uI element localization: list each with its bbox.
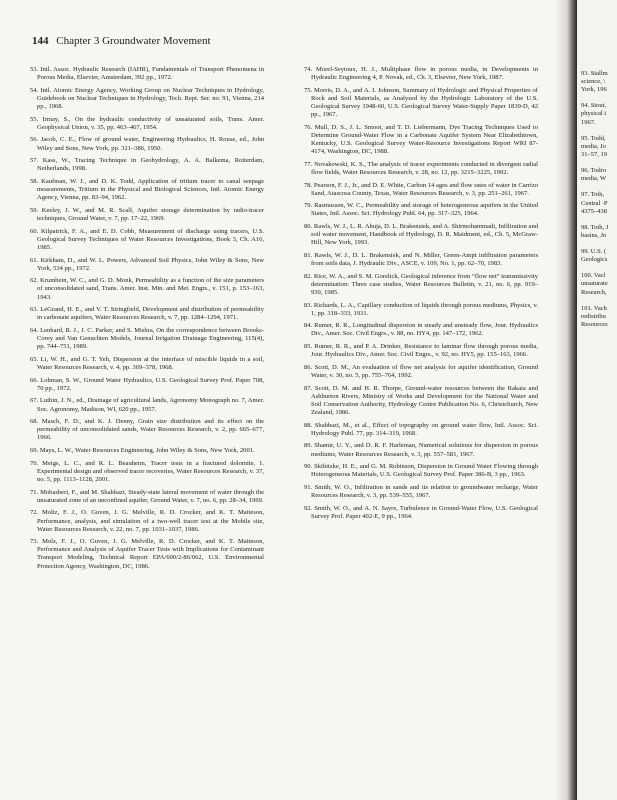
next-page-text xyxy=(581,70,617,329)
edge-line: Research, xyxy=(581,288,607,296)
reference-entry: 65. Li, W. H., and G. T. Yeh, Dispersion at the interface of miscible liquids in a soil, Water Resources Research, v. 4, pp. 369–378, 1968. xyxy=(30,355,264,371)
edge-line: 98. Toth, J xyxy=(581,223,609,231)
reference-entry: 55. Irmay, S., On the hydraulic conductivity of unsaturated soils, Trans. Amer. Geophysical Union, v. 35, pp. 463–467, 1954. xyxy=(30,115,264,131)
reference-entry: 59. Keeley, J. W., and M. R. Scalf, Aquifer storage determination by radio-tracer techniques, Ground Water, v. 7, pp. 17–22, 1969. xyxy=(30,206,264,222)
references-right-column xyxy=(304,66,538,526)
page-number: 144 xyxy=(32,35,49,47)
reference-entry: 86. Scott, D. M., An evaluation of flow net analysis for aquifer identification, Ground Water, v. 30, no. 5, pp. 755–764, 1992. xyxy=(304,363,538,380)
reference-entry: 92. Smith, W. O., and A. N. Sayre, Turbulence in Ground-Water Flow, U.S. Geological Survey Prof. Paper 402-E, 9 pp., 1964. xyxy=(304,504,538,520)
reference-entry: 66. Lohman, S. W., Ground Water Hydraulics, U.S. Geological Survey Prof. Paper 708, 70 pp., 1972. xyxy=(30,376,264,392)
edge-line: 99. U.S. ( xyxy=(581,248,607,256)
page-header xyxy=(32,35,211,47)
reference-entry: 67. Luthin, J. N., ed., Drainage of agricultural lands, Agronomy Monograph no. 7, Amer. Soc. Agronomy, Madison, WI, 620 pp., 1957. xyxy=(30,397,264,413)
reference-entry: 74. Morel-Seytoux, H. J., Multiphase flow in porous media, in Developments in Hydraulic Engineering 4, P. Novak, ed., Ch. 3, Elsevier, New York, 1987. xyxy=(304,66,538,82)
reference-entry: 82. Rice, W. A., and S. M. Gorelick, Geological inference from “flow net” transmissivity determination: Three case studies, Water Resources Bulletin, v. 21, no. 6, pp. 919–930, 1985. xyxy=(304,272,538,296)
edge-line: physical i xyxy=(581,110,607,118)
reference-entry: 89. Shamir, U. Y., and D. R. F. Harleman, Numerical solutions for dispersion in porous mediums, Water Resources Research, v. 3, pp. 557–581, 1967. xyxy=(304,442,538,458)
edge-line: science, \ xyxy=(581,78,606,86)
reference-entry: 84. Rumer, R. R., Longitudinal dispersion in steady and unsteady flow, Jour. Hydraulics Div., Amer. Soc. Civil Engrs., v. 88, no. HY4, pp. 147–172, 1962. xyxy=(304,322,538,338)
edge-line: 101. Vach xyxy=(581,304,607,312)
reference-entry: 76. Mull, D. S., J. L. Smoot, and T. D. Liebermann, Dye Tracing Techniques Used to Determine Ground-Water Flow in a Carbonate Aquifer System Near Elizabethtown, Kentucky, U.S. Geological Survey Water-Resource Investigations Report WRI 87-4174, Washington, DC, 1988. xyxy=(304,123,538,156)
reference-entry: 73. Molz, F. J., O. Guven, J. G. Melville, R. D. Crocker, and K. T. Matteson, Performance and Analysis of Aquifer Tracer Tests with Implications for Contaminant Transport Modeling, Technical Report EPA/600/2-86/062, U.S. Environmental Protection Agency, Washington, DC, 1986. xyxy=(30,538,264,570)
reference-entry: 90. Skibitzke, H. E., and G. M. Robinson, Dispersion in Ground Water Flowing through Heterogeneous Materials, U.S. Geological Survey Prof. Paper 386-B, 3 pp., 1963. xyxy=(304,463,538,479)
reference-entry: 80. Rawls, W. J., L. R. Ahuja, D. L. Brakensiek, and A. Shirmohammadi, Infiltration and soil water movement, Handbook of Hydrology, D. R. Maidment, ed., Ch. 5, McGraw-Hill, New York, 1993. xyxy=(304,223,538,247)
edge-line: 97. Toth, xyxy=(581,191,605,199)
edge-line: Resources xyxy=(581,320,608,328)
reference-entry: 75. Morris, D. A., and A. I. Johnson, Summary of Hydrologic and Physical Properties of Rock and Soil Materials, as Analyzed by the Hydrologic Laboratory of the U.S. Geological Survey 1948-60, U.S. Geological Survey Water-Supply Paper 1839-D, 42 pp., 1967. xyxy=(304,86,538,119)
reference-entry: 79. Rasmussen, W. C., Permeability and storage of heterogeneous aquifers in the United States, Intl. Assoc. Sci. Hydrology Publ. 64, pp. 317–325, 1964. xyxy=(304,202,538,218)
next-page-edge xyxy=(577,0,617,800)
reference-entry: 68. Masch, F. D., and K. J. Denny, Grain size distribution and its effect on the permeability of unconsolidated sands, Water Resources Research, v. 2, pp. 665–677, 1966. xyxy=(30,418,264,442)
reference-entry: 85. Rumer, R. R., and P. A. Drinker, Resistance to laminar flow through porous media, Jour. Hydraulics Div., Amer. Soc. Civil Engrs., v. 92, no. HY5, pp. 155–163, 1966. xyxy=(304,343,538,359)
reference-entry: 53. Intl. Assoc. Hydraulic Research (IAHR), Fundamentals of Transport Phenomena in Porous Media, Elsevier, Amsterdam, 392 pp., 1972. xyxy=(30,66,264,82)
edge-line: media, W xyxy=(581,175,607,183)
reference-entry: 60. Kilpatrick, F. A., and E. D. Cobb, Measurement of discharge using tracers, U.S. Geological Survey Techniques of Water Resources Investigations, Book 3, Ch. A16, 1985. xyxy=(30,227,264,251)
edge-line xyxy=(581,264,617,272)
references-left-column xyxy=(30,66,264,575)
reference-entry: 78. Pearson, F. J., Jr., and D. E. White, Carbon 14 ages and flow rates of water in Carrizo Sand, Atascosa County, Texas, Water Resources Research, v. 3, pp. 251–261, 1967. xyxy=(304,181,538,197)
edge-line: unsaturate xyxy=(581,280,608,288)
reference-entry: 62. Krumbein, W. C., and G. D. Monk, Permeability as a function of the size parameters of unconsolidated sand, Trans. Amer. Inst. Min. and Met. Engrs., v. 151, p. 153–163, 1943. xyxy=(30,277,264,301)
edge-line: 31–57, 19 xyxy=(581,150,607,158)
reference-entry: 61. Kirkham, D., and W. L. Powers, Advanced Soil Physics, John Wiley & Sons, New York, 534 pp., 1972. xyxy=(30,256,264,272)
edge-line: 94. Stout, xyxy=(581,102,607,110)
edge-line: basins, Jo xyxy=(581,231,607,239)
edge-line: Central ·P xyxy=(581,199,608,207)
chapter-title: Chapter 3 Groundwater Movement xyxy=(56,35,211,47)
reference-entry: 88. Shahbazi, M., et al., Effect of topography on ground water flow, Intl. Assoc. Sci. Hydrology Publ. 77, pp. 314–319, 1968. xyxy=(304,421,538,437)
reference-entry: 81. Rawls, W. J., D. L. Brakensiek, and N. Miller, Green-Ampt infiltration parameters from soils data, J. Hydraulic Div., ASCE, v. 109, No. 1, pp. 62–70, 1983. xyxy=(304,251,538,268)
reference-entry: 56. Jacob, C. E., Flow of ground water, Engineering Hydraulics, H. Rouse, ed., John Wiley and Sons, New York, pp. 321–386, 1950. xyxy=(30,136,264,152)
reference-entry: 83. Richards, L. A., Capillary conduction of liquids through porous mediums, Physics, v. 1, pp. 318–333, 1931. xyxy=(304,301,538,317)
edge-line xyxy=(581,127,617,135)
reference-entry: 57. Kass, W., Tracing Technique in Geohydrology, A. A. Balkema, Rotterdam, Netherlands, 1998. xyxy=(30,157,264,173)
edge-line: Geologics xyxy=(581,256,608,264)
reference-entry: 91. Smith, W. O., Infiltration in sands and its relation to groundwater recharge, Water Resources Research, v. 3, pp. 539–555, 1967. xyxy=(304,484,538,500)
edge-line: 4375–438 xyxy=(581,207,607,215)
reference-entry: 87. Scott, D. M. and H. R. Thorpe, Ground-water resources between the Rakaia and Ashburton Rivers, Ministry of Works and Development for the National Water and Soil Conservation Authority, Hydrology Centre Publication No. 6, Christchurch, New Zealand, 1986. xyxy=(304,384,538,416)
edge-line xyxy=(581,94,617,102)
edge-line xyxy=(581,159,617,167)
edge-line: 1967. xyxy=(581,118,596,126)
reference-entry: 69. Mays, L. W., Water Resources Engineering, John Wiley & Sons, New York, 2001. xyxy=(30,447,255,455)
edge-line: redistribu xyxy=(581,312,606,320)
edge-line: media, Jo xyxy=(581,142,606,150)
edge-line: 95. Todd, xyxy=(581,134,606,142)
reference-entry: 72. Moltz, F. J., O. Guven, J. G. Melville, R. D. Crocker, and K. T. Matteson, Performance, analysis, and simulation of a two-well tracer test at the Mobile site, Water Resources Research, v. 22, no. 7, pp. 1031–1037, 1986. xyxy=(30,509,264,533)
edge-line: 93. Stallm xyxy=(581,70,608,77)
edge-line xyxy=(581,297,617,305)
edge-line: York, 196 xyxy=(581,86,607,94)
reference-entry: 54. Intl. Atomic Energy Agency, Working Group on Nuclear Techniques in Hydrology, Guidebook on Nuclear Techniques in Hydrology, Tech. Rept. Ser. no. 91, Vienna, 214 pp., 1968. xyxy=(30,86,264,110)
reference-entry: 63. LeGrand, H. E., and V. T. Stringfield, Development and distribution of permeability in carbonate aquifers, Water Resources Research, v. 7, pp. 1284–1294, 1971. xyxy=(30,306,264,322)
reference-entry: 58. Kaufman, W. J., and D. K. Todd, Application of tritium tracer to canal seepage measurements, Tritium in the Physical and Biological Sciences, Intl. Atomic Energy Agency, Vienna, pp. 83–94, 1962. xyxy=(30,178,264,202)
edge-line: 96. Todro xyxy=(581,167,607,175)
book-spine-shadow xyxy=(555,0,577,800)
edge-line xyxy=(581,240,617,248)
edge-line xyxy=(581,183,617,191)
reference-entry: 64. Lenhard, R. J., J. C. Parker, and S. Mishra, On the correspondence between Brooks-Corey and Van Genuchten Models, Journal Irrigation Drainage Engineering, 115(4), pp. 744–751, 1989. xyxy=(30,326,264,351)
edge-line xyxy=(581,216,617,224)
reference-entry: 70. Meigs, L. C., and R. L. Beauheim, Tracer tests in a fractured dolomite, 1. Experimental design and observed tracer recoveries, Water Resources Research, v. 37, no. 5, pp. 1113–1128, 2001. xyxy=(30,459,264,483)
reference-entry: 71. Mobasheri, F., and M. Shahbazi, Steady-state lateral movement of water through the unsaturated zone of an unconfined aquifer, Ground Water, v. 7, no. 6, pp. 28–34, 1969. xyxy=(30,488,264,504)
edge-line: 100. Vacl xyxy=(581,272,606,280)
reference-entry: 77. Novakowski, K. S., The analysis of tracer experiments conducted in divergent radial flow fields, Water Resources Research, v. 28, no. 12, pp. 3215–3225, 1992. xyxy=(304,160,538,176)
